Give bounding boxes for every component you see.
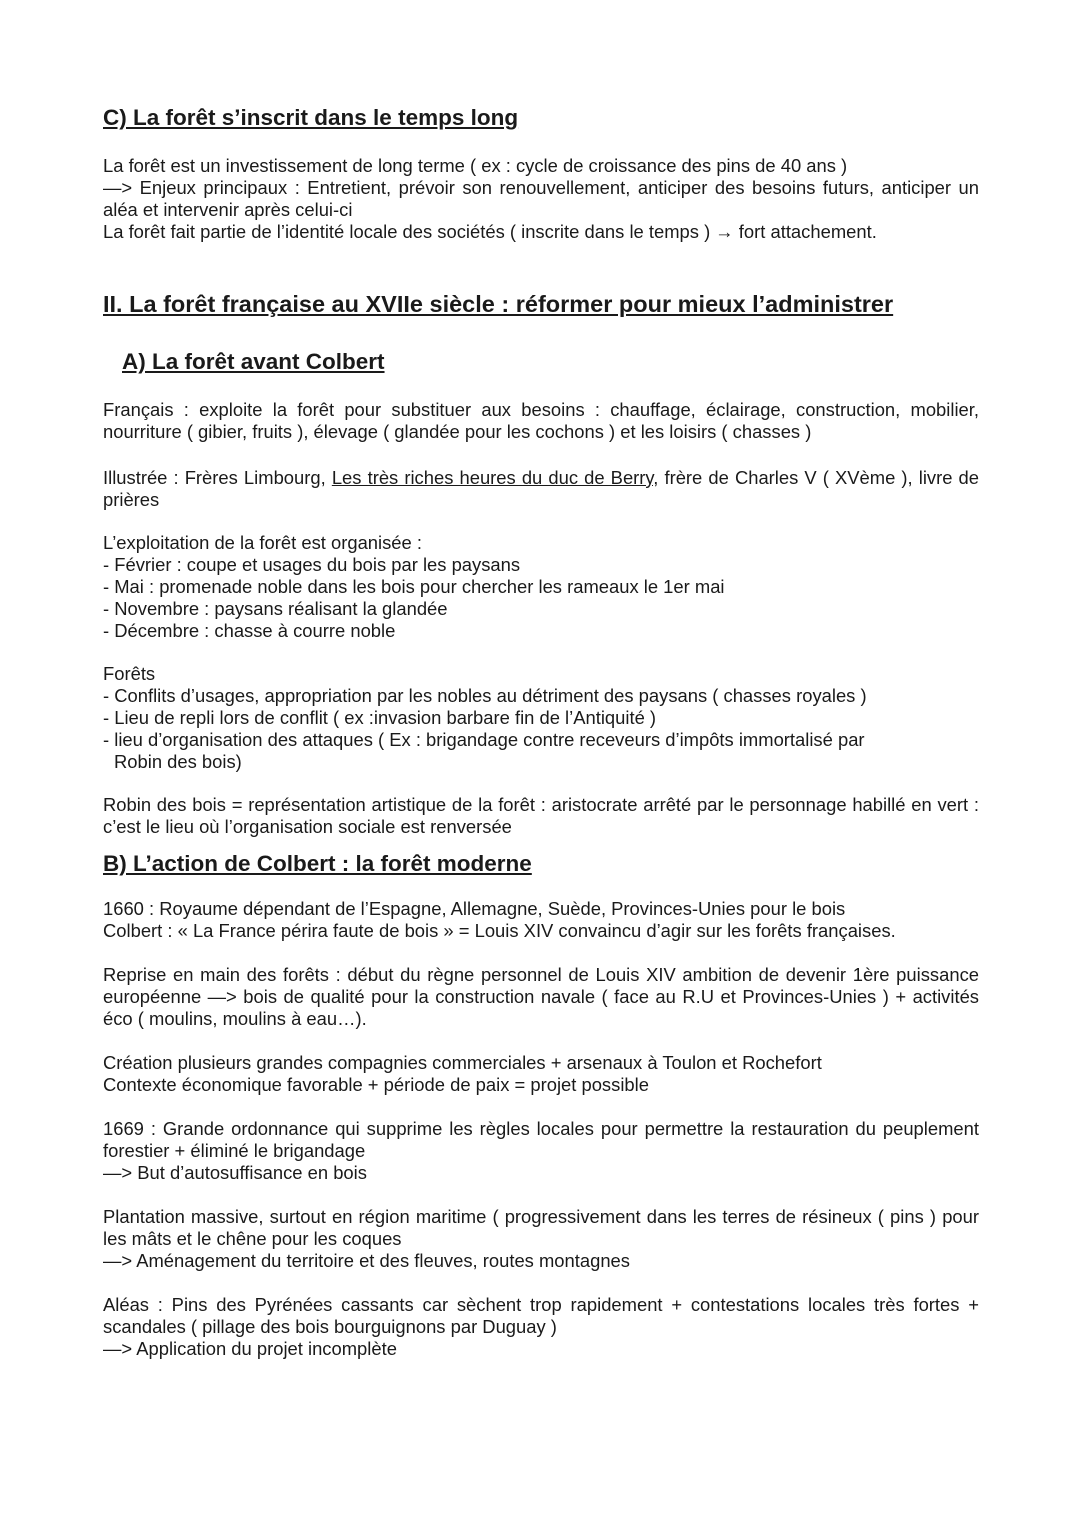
list-item-continuation: Robin des bois) [114,751,242,772]
part-2-title: II. La forêt française au XVIIe siècle : réformer pour mieux l’administrer [103,291,894,317]
section-b-p5: Plantation massive, surtout en région maritime ( progressivement dans les terres de résineux ( pins ) pour les mâts et le chêne pour les coques [103,1206,979,1249]
book-title-link: Les très riches heures du duc de Berry, [331,467,659,488]
illustree-suffix: frère de Charles V ( XVème ), livre de prières [103,467,980,510]
section-b-p1-line-2: Colbert : « La France périra faute de bois » = Louis XIV convaincu d’agir sur les forêts françaises. [103,920,896,941]
section-b-title: B) L’action de Colbert : la forêt moderne [103,851,532,876]
section-c-line-3: La forêt fait partie de l’identité locale des sociétés ( inscrite dans le temps ) → fort attachement. [103,221,877,242]
document-page [103,100,979,1360]
section-b-p3-line-1: Création plusieurs grandes compagnies commerciales + arsenaux à Toulon et Rochefort [103,1052,822,1073]
list-item: - Novembre : paysans réalisant la glandée [103,598,448,619]
section-b-p6: Aléas : Pins des Pyrénées cassants car sèchent trop rapidement + contestations locales très fortes + scandales ( pillage des bois bourguignons par Duguay ) [103,1294,979,1337]
list-item: - lieu d’organisation des attaques ( Ex : brigandage contre receveurs d’impôts immortalisé par [103,729,865,750]
section-a-illustree [103,467,979,511]
list-item: - Lieu de repli lors de conflit ( ex :invasion barbare fin de l’Antiquité ) [103,707,657,728]
section-b-p2: Reprise en main des forêts : début du règne personnel de Louis XIV ambition de devenir 1ère puissance européenne —> bois de qualité pour la construction navale ( face au R.U et Provinces-Unies ) + activités éco ( moulins, moulins à eau…). [103,964,979,1029]
section-c-title: C) La forêt s’inscrit dans le temps long [103,105,519,130]
list-item: - Février : coupe et usages du bois par les paysans [103,554,521,575]
forets-list [103,685,979,773]
list-item: - Mai : promenade noble dans les bois pour chercher les rameaux le 1er mai [103,576,725,597]
section-b-p3-line-2: Contexte économique favorable + période de paix = projet possible [103,1074,649,1095]
section-a-title: A) La forêt avant Colbert [122,349,385,374]
illustree-prefix: Illustrée : Frères Limbourg, [103,467,332,488]
forets-intro: Forêts [103,663,156,684]
section-b-p1-line-1: 1660 : Royaume dépendant de l’Espagne, Allemagne, Suède, Provinces-Unies pour le bois [103,898,846,919]
exploitation-list [103,554,979,642]
list-item: - Décembre : chasse à courre noble [103,620,396,641]
exploitation-intro: L’exploitation de la forêt est organisée : [103,532,422,553]
section-a-francais: Français : exploite la forêt pour substituer aux besoins : chauffage, éclairage, construction, mobilier, nourriture ( gibier, fruits ), élevage ( glandée pour les cochons ) et les loisirs ( chasses ) [103,399,979,442]
section-c-line-1: La forêt est un investissement de long terme ( ex : cycle de croissance des pins de 40 ans ) [103,155,848,176]
section-b-p4: 1669 : Grande ordonnance qui supprime les règles locales pour permettre la restauration du peuplement forestier + éliminé le brigandage [103,1118,979,1161]
section-b-p4-line-2: —> But d’autosuffisance en bois [103,1162,367,1183]
section-b-p6-line-2: —> Application du projet incomplète [103,1338,397,1359]
robin-des-bois-paragraph: Robin des bois = représentation artistique de la forêt : aristocrate arrêté par le personnage habillé en vert : c’est le lieu où l’organisation sociale est renversée [103,794,979,837]
list-item: - Conflits d’usages, appropriation par les nobles au détriment des paysans ( chasses royales ) [103,685,867,706]
section-c-line-2: —> Enjeux principaux : Entretient, prévoir son renouvellement, anticiper des besoins futurs, anticiper un aléa et intervenir après celui-ci [103,177,979,220]
section-b-p5-line-2: —> Aménagement du territoire et des fleuves, routes montagnes [103,1250,630,1271]
